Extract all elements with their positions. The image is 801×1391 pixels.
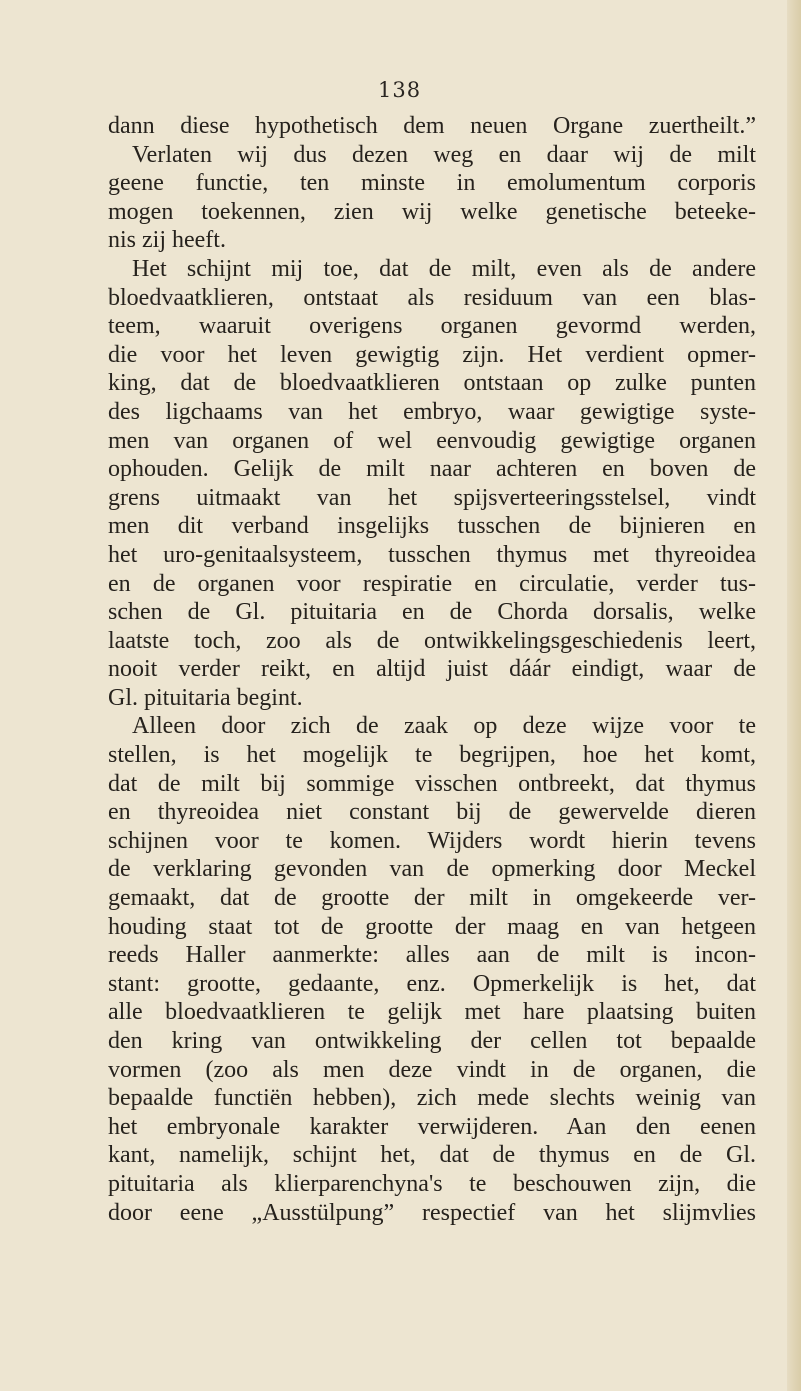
text-line: stant: grootte, gedaante, enz. Opmerkelijk is het, dat [108,970,756,997]
text-line: nooit verder reikt, en altijd juist dáár eindigt, waar de [108,656,756,683]
text-line: men dit verband insgelijks tusschen de bijnieren en [108,513,756,540]
text-line: pituitaria als klierparenchyna's te beschouwen zijn, die [108,1170,756,1197]
text-line: de verklaring gevonden van de opmerking door Meckel [108,856,756,883]
text-line: mogen toekennen, zien wij welke genetische beteeke- [108,198,756,225]
text-line: het uro-genitaalsysteem, tusschen thymus met thyreoidea [108,541,756,568]
text-line: gemaakt, dat de grootte der milt in omgekeerde ver- [108,885,756,912]
text-line: nis zij heeft. [108,227,226,254]
text-line: schijnen voor te komen. Wijders wordt hierin tevens [108,827,756,854]
text-line: king, dat de bloedvaatklieren ontstaan op zulke punten [108,370,756,397]
text-line: kant, namelijk, schijnt het, dat de thymus en de Gl. [108,1142,756,1169]
text-line: des ligchaams van het embryo, waar gewigtige syste- [108,398,756,425]
text-line: Verlaten wij dus dezen weg en daar wij de milt [132,141,756,168]
page-edge [787,0,801,1391]
text-line: alle bloedvaatklieren te gelijk met hare plaatsing buiten [108,999,756,1026]
text-line: dat de milt bij sommige visschen ontbreekt, dat thymus [108,770,756,797]
text-line: geene functie, ten minste in emolumentum corporis [108,170,756,197]
text-line: dann diese hypothetisch dem neuen Organe zuertheilt.” [108,113,756,139]
text-line: en de organen voor respiratie en circulatie, verder tus- [108,570,756,597]
text-line: vormen (zoo als men deze vindt in de organen, die [108,1056,756,1083]
text-line: reeds Haller aanmerkte: alles aan de milt is incon- [108,942,756,969]
text-line: den kring van ontwikkeling der cellen tot bepaalde [108,1028,756,1054]
text-line: teem, waaruit overigens organen gevormd werden, [108,313,756,340]
text-line: houding staat tot de grootte der maag en van hetgeen [108,913,756,940]
text-line: men van organen of wel eenvoudig gewigtige organen [108,427,756,454]
page-number: 138 [378,78,422,102]
text-line: Het schijnt mij toe, dat de milt, even als de andere [132,255,756,282]
text-line: grens uitmaakt van het spijsverteeringsstelsel, vindt [108,484,756,511]
text-line: schen de Gl. pituitaria en de Chorda dorsalis, welke [108,599,756,626]
text-line: bepaalde functiën hebben), zich mede slechts weinig van [108,1085,756,1112]
text-line: bloedvaatklieren, ontstaat als residuum van een blas- [108,284,756,311]
text-line: die voor het leven gewigtig zijn. Het verdient opmer- [108,341,756,368]
text-line: het embryonale karakter verwijderen. Aan den eenen [108,1113,756,1140]
body-text [108,112,756,1227]
text-line: Alleen door zich de zaak op deze wijze voor te [132,713,756,740]
text-line: Gl. pituitaria begint. [108,684,303,711]
text-line: en thyreoidea niet constant bij de gewervelde dieren [108,799,756,826]
text-line: stellen, is het mogelijk te begrijpen, hoe het komt, [108,742,756,769]
text-line: laatste toch, zoo als de ontwikkelingsgeschiedenis leert, [108,627,756,654]
text-line: ophouden. Gelijk de milt naar achteren en boven de [108,456,756,483]
text-line: door eene „Ausstülpung” respectief van het slijmvlies [108,1199,756,1226]
